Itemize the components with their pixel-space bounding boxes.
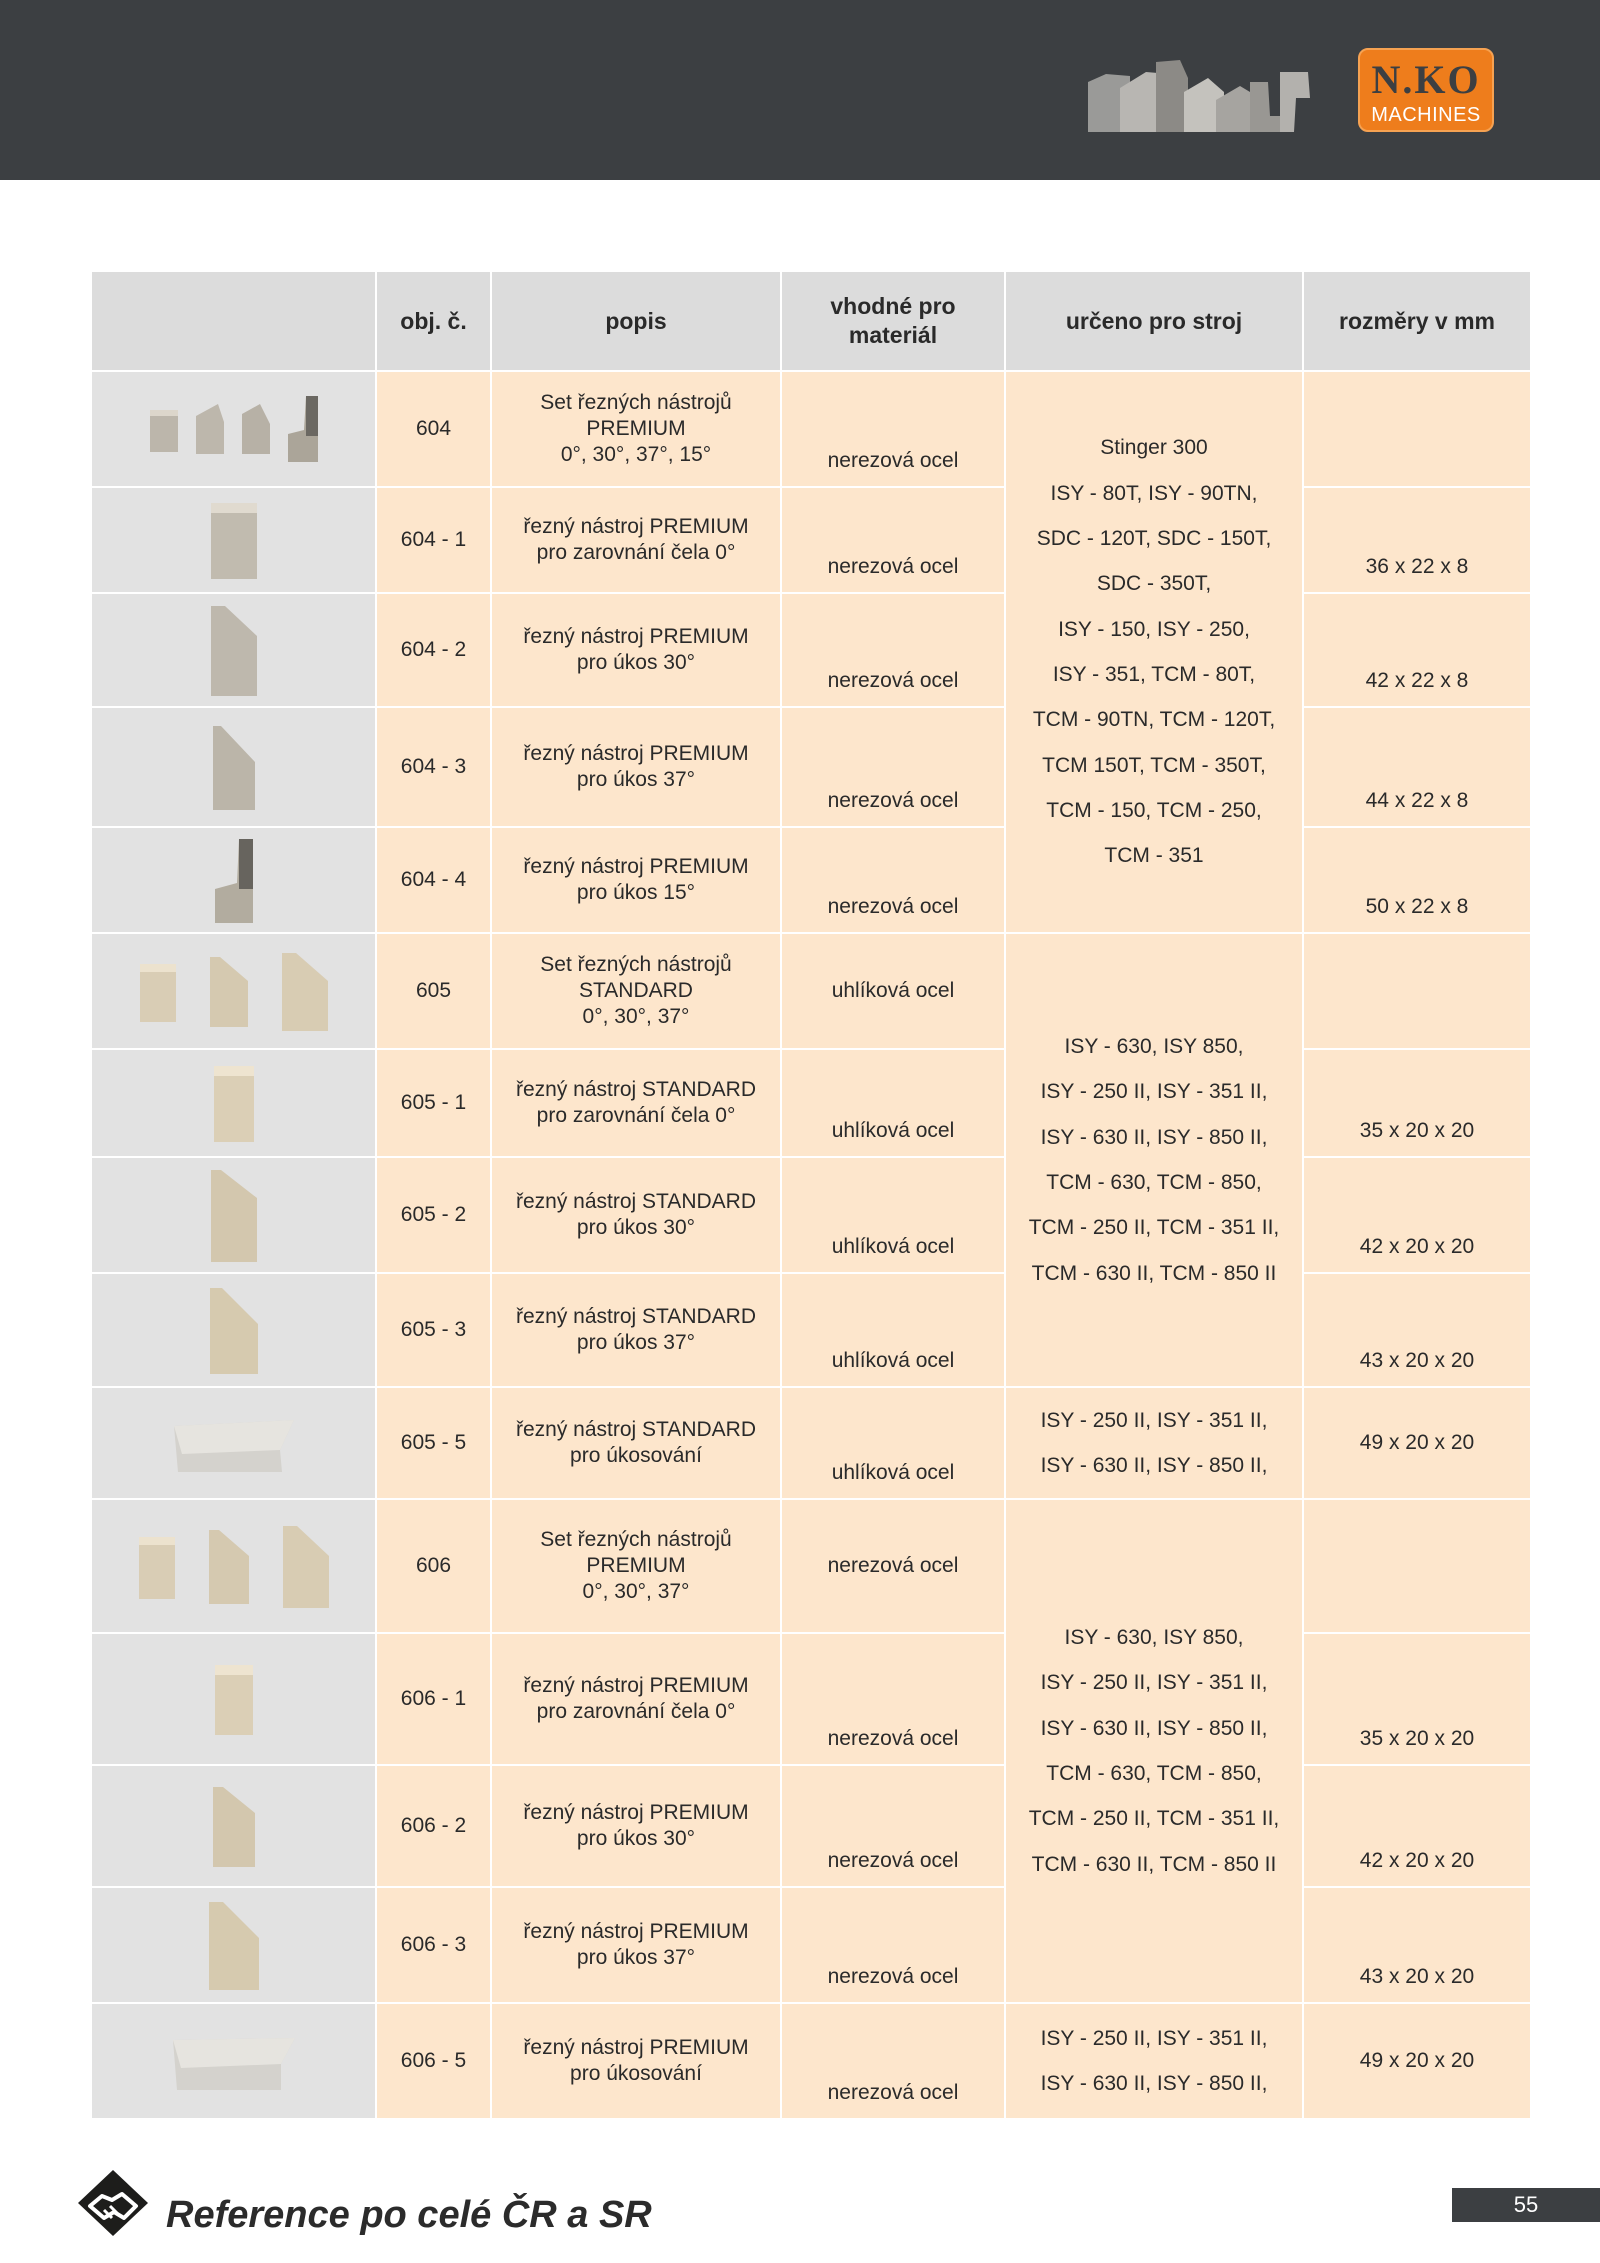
material: nerezová ocel [782, 828, 1004, 932]
cutting-tool-image [280, 949, 330, 1033]
cutting-tool-image [172, 1410, 296, 1476]
obj-number: 606 - 3 [377, 1888, 490, 2002]
machine-list: ISY - 630, ISY 850, ISY - 250 II, ISY - 351 II, ISY - 630 II, ISY - 850 II, TCM - 630, TCM - 850, TCM - 250 II, TCM - 351 II, TCM - 630 II, TCM - 850 II [1006, 934, 1302, 1386]
col-header-obj: obj. č. [377, 272, 490, 370]
material: nerezová ocel [782, 1634, 1004, 1764]
table-row [92, 1766, 1530, 1886]
table-row [92, 1158, 1530, 1272]
description: Set řezných nástrojů STANDARD 0°, 30°, 37° [492, 934, 780, 1048]
table-row [92, 1634, 1530, 1764]
machine-list: ISY - 630, ISY 850, ISY - 250 II, ISY - 351 II, ISY - 630 II, ISY - 850 II, TCM - 630, TCM - 850, TCM - 250 II, TCM - 351 II, TCM - 630 II, TCM - 850 II [1006, 1500, 1302, 2002]
dimensions: 44 x 22 x 8 [1304, 708, 1530, 826]
table-row [92, 1050, 1530, 1156]
description: řezný nástroj PREMIUM pro zarovnání čela 0° [492, 1634, 780, 1764]
material: uhlíková ocel [782, 1050, 1004, 1156]
dimensions: 43 x 20 x 20 [1304, 1888, 1530, 2002]
product-image-cell [92, 828, 375, 932]
dimensions: 49 x 20 x 20 [1304, 2004, 1530, 2118]
cutting-tool-image [209, 722, 259, 812]
table-row [92, 708, 1530, 826]
product-image-cell [92, 934, 375, 1048]
dimensions [1304, 1500, 1530, 1632]
col-header-dims: rozměry v mm [1304, 272, 1530, 370]
dimensions: 36 x 22 x 8 [1304, 488, 1530, 592]
cutting-tool-image [281, 1522, 331, 1610]
material: nerezová ocel [782, 488, 1004, 592]
dimensions: 35 x 20 x 20 [1304, 1050, 1530, 1156]
product-image-cell [92, 1050, 375, 1156]
table-row [92, 2004, 1530, 2118]
material: nerezová ocel [782, 1766, 1004, 1886]
col-header-machine: určeno pro stroj [1006, 272, 1302, 370]
cutting-tool-image [207, 1526, 251, 1606]
table-row [92, 1388, 1530, 1498]
cutting-tool-image [207, 499, 261, 581]
product-image-cell [92, 708, 375, 826]
obj-number: 605 - 2 [377, 1158, 490, 1272]
table-row [92, 934, 1530, 1048]
cutting-tool-image [206, 1284, 262, 1376]
obj-number: 606 - 5 [377, 2004, 490, 2118]
table-row [92, 1274, 1530, 1386]
dimensions [1304, 372, 1530, 486]
cutting-tool-image [209, 1783, 259, 1869]
footer-slogan: Reference po celé ČR a SR [166, 2194, 652, 2236]
obj-number: 604 - 4 [377, 828, 490, 932]
table-row [92, 594, 1530, 706]
obj-number: 606 - 2 [377, 1766, 490, 1886]
cutting-tool-image [211, 835, 257, 925]
description: řezný nástroj STANDARD pro zarovnání čela 0° [492, 1050, 780, 1156]
description: řezný nástroj PREMIUM pro úkos 37° [492, 1888, 780, 2002]
tools-photo [1084, 52, 1316, 136]
cutting-tool-image [205, 1898, 263, 1992]
company-logo [1358, 48, 1494, 132]
product-image-cell [92, 1274, 375, 1386]
dimensions: 35 x 20 x 20 [1304, 1634, 1530, 1764]
cutting-tool-image [207, 1166, 261, 1264]
cutting-tool-image [240, 402, 272, 456]
machine-list: Stinger 300 ISY - 80T, ISY - 90TN, SDC - 120T, SDC - 150T, SDC - 350T, ISY - 150, ISY - 250, ISY - 351, TCM - 80T, TCM - 90TN, TCM - 120T, TCM 150T, TCM - 350T, TCM - 150, TCM - 250, TCM - 351 [1006, 372, 1302, 932]
logo-mark: N.KO [1371, 57, 1481, 102]
table-row [92, 372, 1530, 486]
material: uhlíková ocel [782, 934, 1004, 1048]
products-table [90, 270, 1532, 2120]
obj-number: 605 - 3 [377, 1274, 490, 1386]
product-image-cell [92, 1500, 375, 1632]
description: řezný nástroj STANDARD pro úkos 37° [492, 1274, 780, 1386]
product-image-cell [92, 594, 375, 706]
cutting-tool-image [208, 953, 250, 1029]
col-header-desc: popis [492, 272, 780, 370]
obj-number: 604 [377, 372, 490, 486]
obj-number: 604 - 1 [377, 488, 490, 592]
material: uhlíková ocel [782, 1158, 1004, 1272]
product-image-cell [92, 1158, 375, 1272]
description: řezný nástroj PREMIUM pro úkos 37° [492, 708, 780, 826]
cutting-tool-image [210, 1062, 258, 1144]
col-header-material: vhodné pro materiál [782, 272, 1004, 370]
product-image-cell [92, 488, 375, 592]
cutting-tool-image [207, 602, 261, 698]
material: uhlíková ocel [782, 1274, 1004, 1386]
product-image-cell [92, 1888, 375, 2002]
obj-number: 606 [377, 1500, 490, 1632]
cutting-tool-image [148, 404, 180, 454]
machine-list: ISY - 250 II, ISY - 351 II, ISY - 630 II, ISY - 850 II, [1006, 2004, 1302, 2118]
description: řezný nástroj PREMIUM pro úkosování [492, 2004, 780, 2118]
material: nerezová ocel [782, 2004, 1004, 2118]
obj-number: 604 - 2 [377, 594, 490, 706]
product-image-cell [92, 2004, 375, 2118]
description: Set řezných nástrojů PREMIUM 0°, 30°, 37° [492, 1500, 780, 1632]
page-number: 55 [1452, 2188, 1600, 2222]
description: řezný nástroj PREMIUM pro úkos 15° [492, 828, 780, 932]
machine-list: ISY - 250 II, ISY - 351 II, ISY - 630 II, ISY - 850 II, [1006, 1388, 1302, 1498]
material: nerezová ocel [782, 372, 1004, 486]
dimensions: 43 x 20 x 20 [1304, 1274, 1530, 1386]
handshake-icon [74, 2166, 152, 2240]
description: Set řezných nástrojů PREMIUM 0°, 30°, 37°, 15° [492, 372, 780, 486]
product-image-cell [92, 1766, 375, 1886]
cutting-tool-image [137, 1531, 177, 1601]
logo-subtitle: MACHINES [1371, 104, 1481, 126]
dimensions: 42 x 20 x 20 [1304, 1766, 1530, 1886]
description: řezný nástroj PREMIUM pro zarovnání čela 0° [492, 488, 780, 592]
dimensions: 42 x 20 x 20 [1304, 1158, 1530, 1272]
description: řezný nástroj PREMIUM pro úkos 30° [492, 1766, 780, 1886]
description: řezný nástroj STANDARD pro úkos 30° [492, 1158, 780, 1272]
col-header-image [92, 272, 375, 370]
obj-number: 606 - 1 [377, 1634, 490, 1764]
product-image-cell [92, 372, 375, 486]
cutting-tool-image [286, 394, 320, 464]
table-row [92, 1500, 1530, 1632]
dimensions [1304, 934, 1530, 1048]
material: nerezová ocel [782, 1500, 1004, 1632]
dimensions: 42 x 22 x 8 [1304, 594, 1530, 706]
product-image-cell [92, 1388, 375, 1498]
material: nerezová ocel [782, 1888, 1004, 2002]
product-image-cell [92, 1634, 375, 1764]
material: nerezová ocel [782, 708, 1004, 826]
obj-number: 604 - 3 [377, 708, 490, 826]
header-bar [0, 0, 1600, 180]
material: nerezová ocel [782, 594, 1004, 706]
dimensions: 50 x 22 x 8 [1304, 828, 1530, 932]
cutting-tool-image [194, 402, 226, 456]
material: uhlíková ocel [782, 1388, 1004, 1498]
description: řezný nástroj STANDARD pro úkosování [492, 1388, 780, 1498]
obj-number: 605 - 5 [377, 1388, 490, 1498]
cutting-tool-image [138, 958, 178, 1024]
obj-number: 605 [377, 934, 490, 1048]
cutting-tool-image [171, 2028, 297, 2094]
table-row [92, 1888, 1530, 2002]
cutting-tool-image [211, 1661, 257, 1737]
dimensions: 49 x 20 x 20 [1304, 1388, 1530, 1498]
table-header-row [92, 272, 1530, 370]
description: řezný nástroj PREMIUM pro úkos 30° [492, 594, 780, 706]
table-row [92, 488, 1530, 592]
table-row [92, 828, 1530, 932]
obj-number: 605 - 1 [377, 1050, 490, 1156]
